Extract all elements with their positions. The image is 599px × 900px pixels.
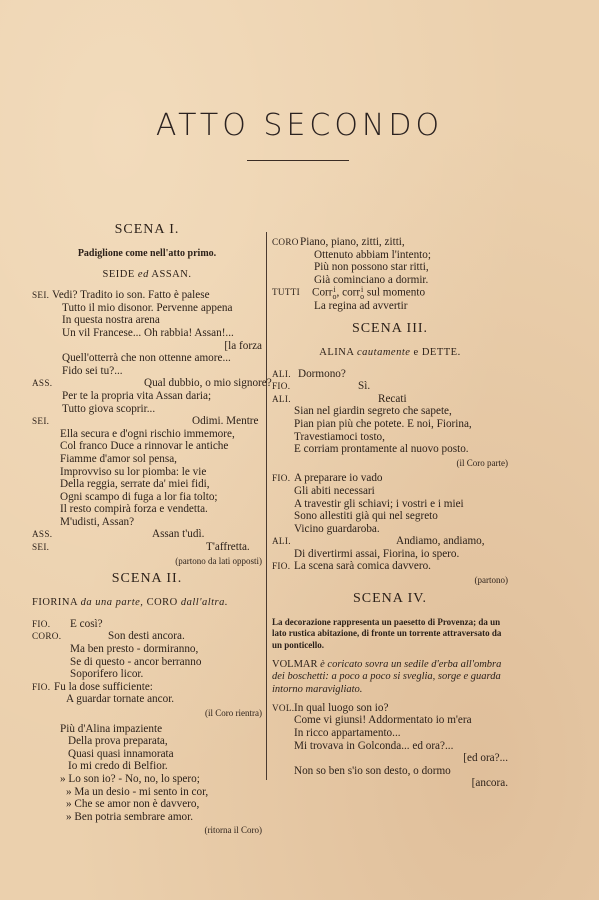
verse-text: Soporifero licor.	[70, 668, 144, 681]
verse-line	[32, 618, 262, 631]
verse-line	[272, 418, 508, 431]
verse-line	[272, 702, 508, 715]
verse-line	[32, 340, 262, 353]
verse-text: Piano, piano, zitti, zitti,	[300, 236, 405, 248]
verse-line	[272, 510, 508, 523]
verse-text: » Che se amor non è davvero,	[66, 798, 200, 811]
verse-line	[32, 656, 262, 669]
scene-4-direction	[272, 659, 508, 696]
verse-text: Quell'otterrà che non ottenne amore...	[62, 352, 231, 365]
act-title: ATTO SECONDO	[155, 108, 444, 143]
character-alina: ALINA	[319, 346, 354, 358]
verse-line	[32, 516, 262, 529]
verse-text: Qual dubbio, o mio signore?	[144, 377, 272, 390]
verse-line	[272, 261, 508, 274]
verse-text: [la forza	[224, 339, 262, 352]
column-divider	[266, 232, 267, 780]
verse-line	[272, 472, 508, 485]
verse-line	[32, 786, 262, 799]
verse-text: In questa nostra arena	[62, 314, 160, 327]
verse-line	[32, 440, 262, 453]
verse-text: A preparare io vado	[294, 472, 383, 485]
verse-text: Col franco Duce a rinnovar le antiche	[60, 440, 229, 453]
speaker-label: CORO.	[32, 631, 62, 642]
vowel-top: i	[333, 285, 336, 295]
scene-1-characters	[32, 269, 262, 282]
verse-text: Son desti ancora.	[108, 630, 185, 643]
verse-text-part: , corr	[336, 286, 361, 299]
verse-text: Ella secura e d'ogni rischio immemore,	[60, 427, 235, 440]
scene-2-chars-mid: da una parte,	[80, 597, 144, 609]
verse-line	[272, 443, 508, 456]
verse-text: Odimi. Mentre	[192, 415, 259, 428]
scene-2-characters	[32, 597, 262, 610]
verse-line	[272, 777, 508, 790]
verse-text: Un vil Francese... Oh rabbia! Assan!...	[62, 326, 234, 339]
scene-3-exit: (partono)	[474, 575, 508, 586]
verse-line	[32, 773, 262, 786]
scene-2-stage-direction: (il Coro rientra)	[205, 708, 262, 718]
verse-line	[32, 681, 262, 694]
verse-line	[32, 723, 262, 736]
verse-text: Se di questo - ancor berranno	[70, 655, 202, 668]
verse-line	[272, 236, 508, 249]
speaker-label: ALI.	[272, 393, 291, 404]
verse-line	[272, 560, 508, 573]
scene-2-exit: (ritorna il Coro)	[204, 825, 262, 836]
speaker-label: FIO.	[32, 618, 51, 629]
verse-text: Assan t'udì.	[152, 528, 205, 541]
verse-text: Non so ben s'io son desto, o dormo	[294, 764, 451, 777]
verse-text: E così?	[70, 617, 103, 630]
verse-text: Più d'Alina impaziente	[60, 722, 163, 735]
verse-text: E corriam prontamente al nuovo posto.	[294, 443, 469, 456]
scene-2-lines-b	[32, 723, 262, 824]
verse-text: Sono allestiti già qui nel segreto	[294, 510, 438, 523]
verse-text: A travestir gli schiavi; i vostri e i miei	[294, 497, 464, 510]
verse-line	[32, 630, 262, 643]
left-column	[32, 222, 272, 840]
verse-line	[272, 300, 508, 313]
verse-text: Mi trovava in Golconda... ed ora?...	[294, 739, 454, 752]
verse-text: Per te la propria vita Assan daria;	[62, 389, 212, 402]
verse-text: Improvviso su lor piomba: le vie	[60, 465, 207, 478]
speaker-label: FIO.	[32, 681, 51, 692]
verse-line	[272, 286, 508, 300]
verse-text: Andiamo, andiamo,	[396, 535, 485, 548]
scene-3-lines-a	[272, 368, 508, 456]
verse-line	[272, 498, 508, 511]
verse-line	[272, 380, 508, 393]
speaker-label: ASS.	[32, 529, 53, 540]
verse-line	[32, 415, 262, 428]
verse-text: Come vi giunsi! Addormentato io m'era	[294, 714, 472, 727]
verse-text: Tutto il mio disonor. Pervenne appena	[62, 301, 233, 314]
verse-line	[32, 668, 262, 681]
verse-text: » Ma un desio - mi sento in cor,	[66, 785, 209, 798]
verse-text: Dormono?	[298, 367, 346, 380]
verse-line	[32, 314, 262, 327]
speaker-label: SEI.	[32, 542, 50, 553]
verse-line	[32, 528, 262, 541]
verse-text: M'udisti, Assan?	[60, 515, 135, 528]
verse-text: A guardar tornate ancor.	[66, 693, 175, 706]
scene-3-stage-direction: (il Coro parte)	[456, 457, 508, 468]
characters-conjunction: ed	[137, 268, 149, 280]
character-coro: CORO	[146, 597, 178, 609]
character-fiorina: FIORINA	[32, 597, 78, 609]
character-dette: e DETTE.	[413, 346, 461, 358]
verse-line	[32, 735, 262, 748]
scene-3-characters	[272, 347, 508, 360]
verse-line	[32, 693, 262, 706]
title-rule	[247, 160, 349, 161]
speaker-label: FIO.	[272, 381, 291, 392]
verse-line	[32, 466, 262, 479]
verse-text: Ogni scampo di fuga a lor fia tolto;	[60, 490, 218, 503]
verse-line	[32, 453, 262, 466]
verse-text: In qual luogo son io?	[294, 701, 389, 714]
verse-text: Fiamme d'amor sol pensa,	[60, 452, 177, 465]
verse-text: Recati	[378, 392, 407, 405]
verse-text: T'affretta.	[206, 541, 250, 554]
verse-text: Il resto compirà forza e vendetta.	[60, 503, 208, 516]
speaker-label: FIO.	[272, 561, 291, 572]
verse-text: Più non possono star ritti,	[314, 261, 429, 274]
scene-2-chars-end: dall'altra.	[180, 597, 229, 609]
scene-1-exit: (partono da lati opposti)	[175, 555, 262, 566]
verse-line	[32, 352, 262, 365]
verse-text: Ma ben presto - dormiranno,	[70, 643, 199, 656]
speaker-label: ASS.	[32, 378, 53, 389]
verse-text: Quasi quasi innamorata	[68, 747, 174, 760]
verse-text	[272, 286, 508, 300]
verse-line	[32, 327, 262, 340]
verse-text: Della prova preparata,	[68, 735, 168, 748]
verse-line	[32, 798, 262, 811]
verse-line	[272, 274, 508, 287]
scene-3-heading: SCENA III.	[351, 320, 429, 336]
verse-line	[32, 365, 262, 378]
speaker-label: SEI.	[32, 290, 50, 301]
verse-text: Ottenuto abbiam l'intento;	[314, 248, 431, 261]
verse-line	[32, 478, 262, 491]
verse-line	[32, 643, 262, 656]
verse-text: La scena sarà comica davvero.	[294, 560, 431, 573]
speaker-label: SEI.	[32, 416, 50, 427]
verse-line	[272, 393, 508, 406]
scene-4-setting: La decorazione rappresenta un paesetto di Provenza; da un lato rustica abitazione, di fronte un torrente attraversato da un ponticello.	[272, 616, 502, 650]
verse-text: Vedi? Tradito io son. Fatto è palese	[52, 289, 210, 302]
verse-text: In ricco appartamento...	[294, 726, 401, 739]
verse-line	[32, 377, 272, 390]
speaker-label: VOL.	[272, 702, 295, 713]
verse-text-part: sul momento	[364, 286, 426, 299]
verse-line	[32, 748, 262, 761]
scene-4-lines	[272, 702, 508, 790]
verse-line	[272, 523, 508, 536]
verse-text: Già cominciano a dormir.	[314, 273, 429, 286]
right-intro-lines	[272, 236, 508, 313]
right-column	[272, 236, 508, 790]
speaker-label: TUTTI	[272, 287, 301, 298]
verse-text: Di divertirmi assai, Fiorina, io spero.	[294, 547, 460, 560]
verse-line	[32, 390, 262, 403]
verse-line	[272, 727, 508, 740]
scene-1-setting: Padiglione come nell'atto primo.	[77, 248, 217, 259]
character-seide: SEIDE	[102, 268, 135, 280]
verse-text: Della reggia, serrate da' miei fidi,	[60, 478, 210, 491]
verse-text: [ancora.	[471, 777, 508, 790]
scene-3-lines-b	[272, 472, 508, 573]
verse-line	[272, 714, 508, 727]
verse-line	[272, 740, 508, 753]
verse-text: Sì.	[358, 380, 371, 393]
verse-line	[272, 548, 508, 561]
vowel-top: i	[361, 285, 364, 295]
verse-line	[32, 811, 262, 824]
speaker-label: ALI.	[272, 536, 291, 547]
vowel-bottom: o	[360, 292, 365, 302]
verse-line	[272, 752, 508, 765]
scene-1-lines	[32, 289, 272, 554]
verse-line	[272, 368, 508, 381]
verse-line	[272, 249, 508, 262]
verse-text: Io mi credo di Belfior.	[68, 760, 168, 773]
scene-1-heading: SCENA I.	[114, 222, 180, 237]
verse-text-part: Corr	[312, 286, 333, 299]
verse-line	[272, 535, 508, 548]
verse-text: » Ben potria sembrare amor.	[66, 810, 194, 823]
verse-line	[272, 431, 508, 444]
scene-2-heading: SCENA II.	[111, 571, 183, 587]
verse-line	[32, 428, 262, 441]
speaker-label: FIO.	[272, 473, 291, 484]
speaker-label: CORO	[272, 237, 299, 247]
verse-text: Fu la dose sufficiente:	[54, 680, 153, 693]
verse-text: La regina ad avvertir	[314, 300, 408, 313]
verse-text: Sian nel giardin segreto che sapete,	[294, 405, 452, 418]
verse-line	[32, 403, 262, 416]
verse-line	[32, 760, 262, 773]
scene-4-direction-text: è coricato sovra un sedile d'erba all'ombra dei boschetti: a poco a poco si sveglia, sorge e guarda intorno maravigliato.	[272, 659, 502, 695]
verse-text: Tutto giova scoprir...	[62, 402, 156, 415]
verse-text: Vicino guardaroba.	[294, 522, 380, 535]
vowel-bottom: o	[332, 292, 337, 302]
verse-line	[272, 485, 508, 498]
character-assan: ASSAN.	[151, 268, 192, 280]
verse-text: [ed ora?...	[463, 752, 508, 765]
verse-line	[272, 765, 508, 778]
verse-line	[32, 302, 262, 315]
verse-line	[32, 541, 262, 554]
verse-text: » Lo son io? - No, no, lo spero;	[60, 772, 200, 785]
verse-text: Pian pian più che potete. E noi, Fiorina,	[294, 417, 472, 430]
speaker-label: ALI.	[272, 368, 291, 379]
verse-line	[32, 503, 262, 516]
scene-4-heading: SCENA IV.	[352, 590, 428, 606]
scene-3-chars-mid: cautamente	[357, 346, 411, 358]
verse-text: Travestiamoci tosto,	[294, 430, 385, 443]
verse-text: Fido sei tu?...	[62, 364, 123, 377]
character-volmar: VOLMAR	[272, 659, 318, 671]
verse-text: Gli abiti necessari	[294, 484, 375, 497]
verse-line	[32, 289, 262, 302]
verse-line	[272, 405, 508, 418]
verse-line	[32, 491, 262, 504]
scene-2-lines-a	[32, 618, 262, 706]
